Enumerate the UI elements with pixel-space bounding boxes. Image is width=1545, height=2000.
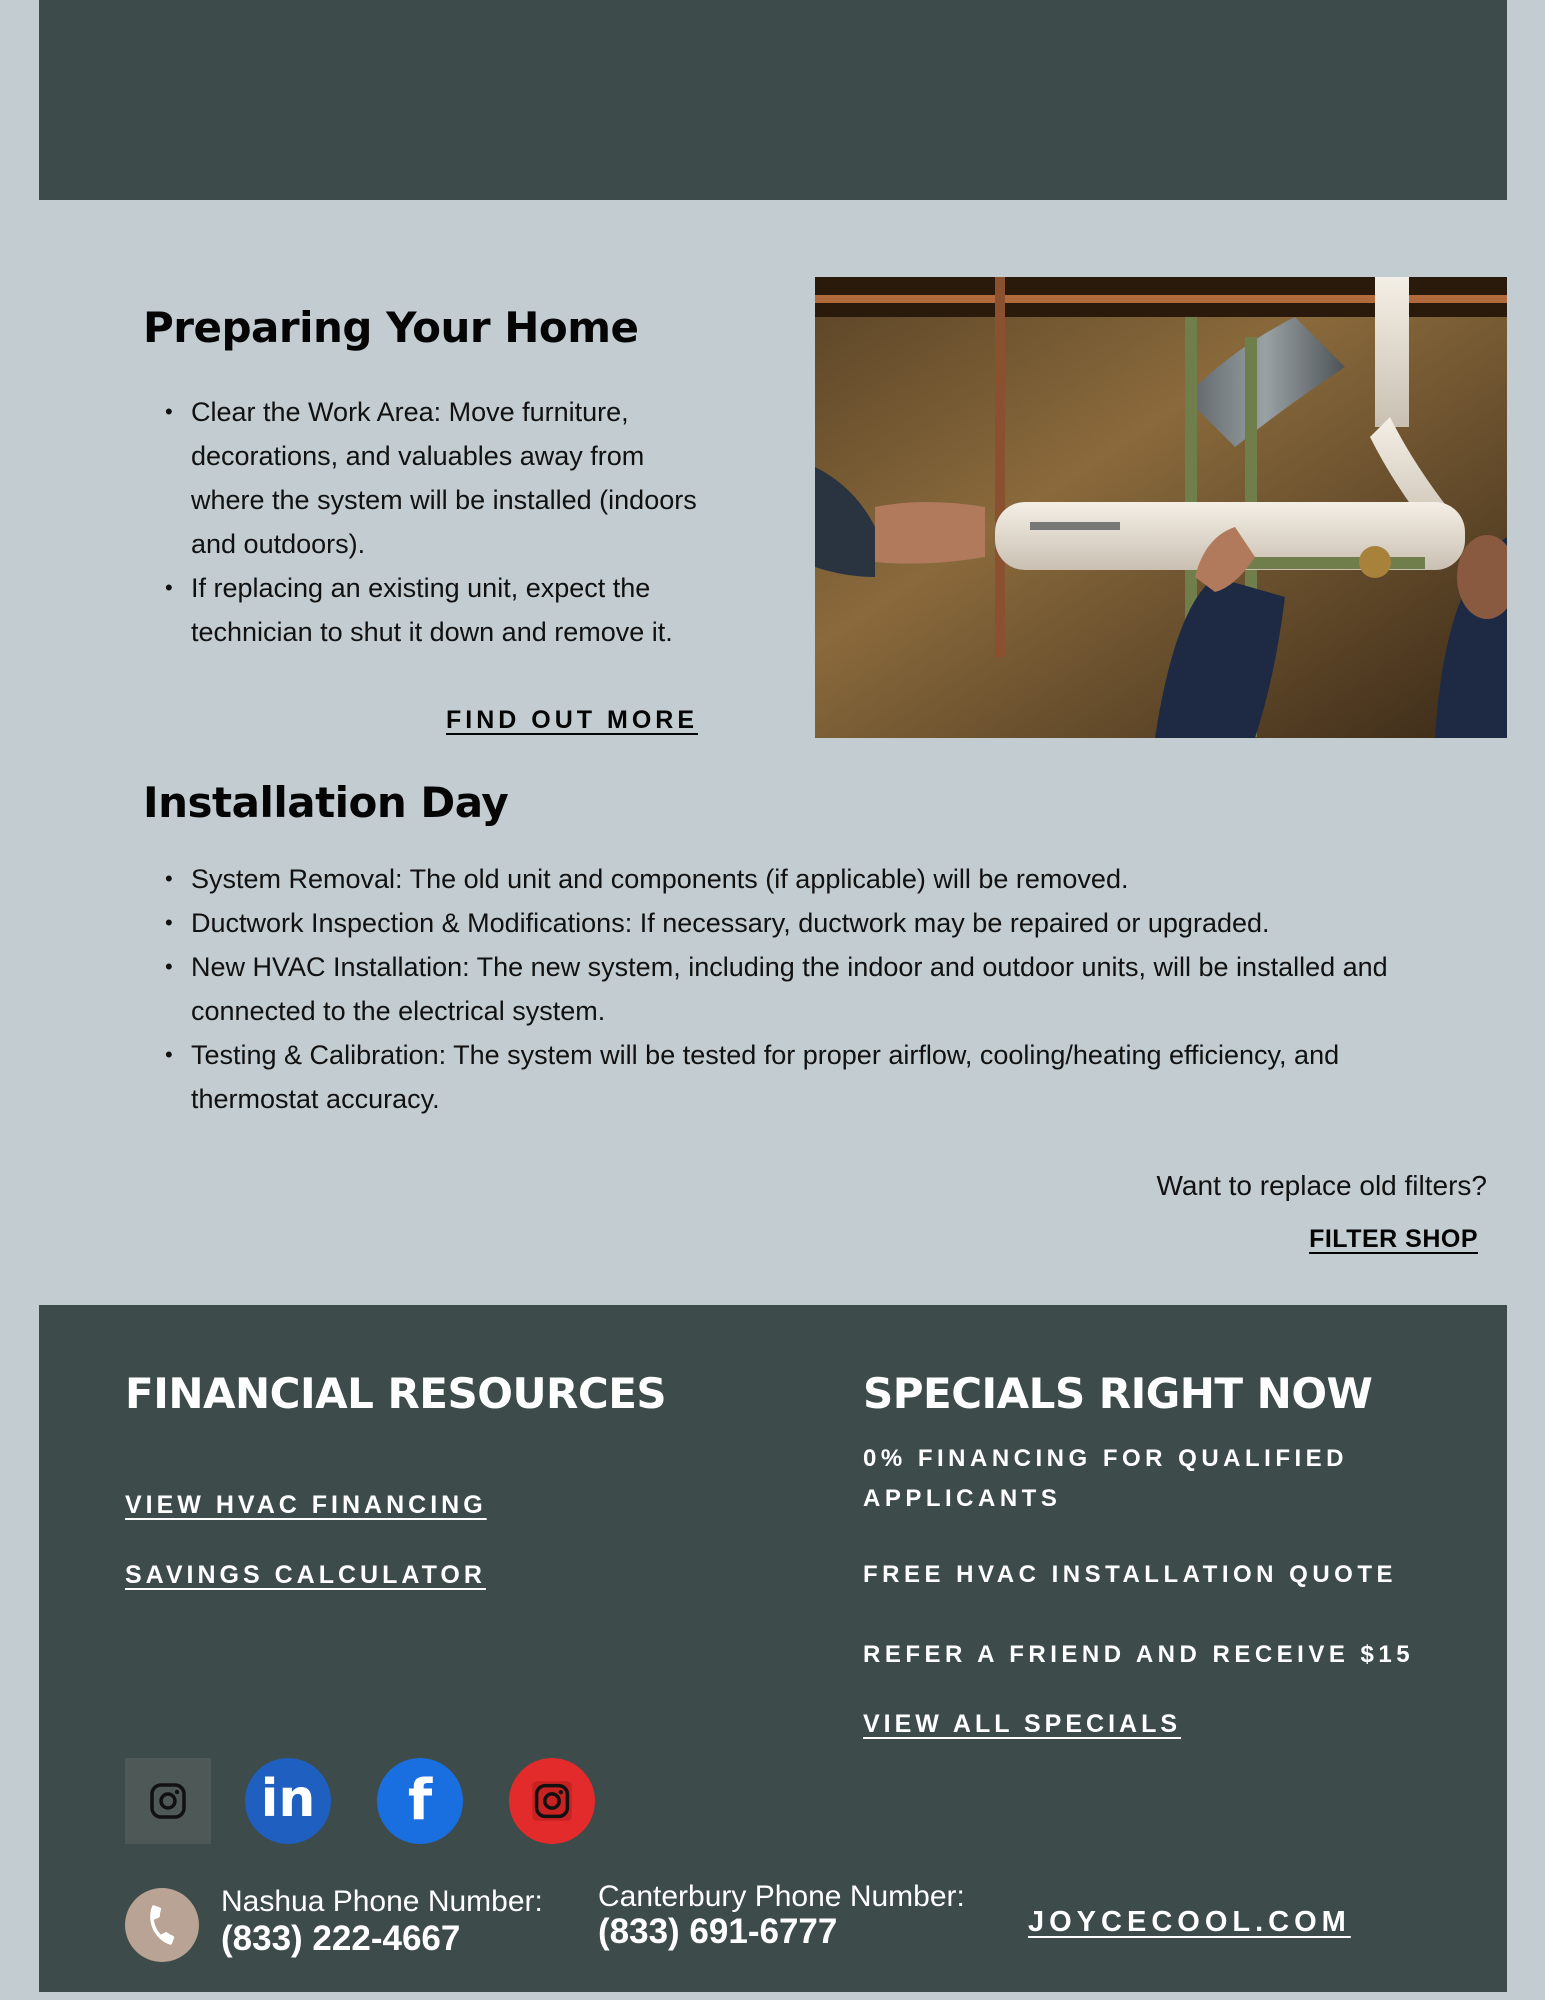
preparing-title: Preparing Your Home [143, 303, 639, 352]
savings-calculator-link[interactable]: SAVINGS CALCULATOR [125, 1561, 486, 1589]
instagram-icon[interactable] [125, 1758, 211, 1844]
instagram-icon[interactable] [509, 1758, 595, 1844]
list-item: • Clear the Work Area: Move furniture, decorations, and valuables away from where the system will be installed (indoors and outdoors). [143, 390, 723, 566]
special-financing: 0% FINANCING FOR QUALIFIED APPLICANTS [863, 1445, 1349, 1512]
hvac-installation-photo [815, 277, 1507, 738]
instagram-glyph [148, 1781, 188, 1821]
website-link[interactable]: JOYCECOOL.COM [1028, 1906, 1351, 1938]
list-item: • System Removal: The old unit and components (if applicable) will be removed. [143, 857, 1463, 901]
installation-list [143, 857, 1463, 1121]
linkedin-icon[interactable] [245, 1758, 331, 1844]
instagram-glyph [530, 1779, 574, 1823]
facebook-label: f [407, 1767, 433, 1833]
find-out-more-link[interactable]: FIND OUT MORE [446, 706, 698, 734]
canterbury-phone-number[interactable]: (833) 691-6777 [598, 1912, 838, 1951]
financial-resources-title: FINANCIAL RESOURCES [125, 1369, 667, 1418]
list-item: • Ductwork Inspection & Modifications: If necessary, ductwork may be repaired or upgraded. [143, 901, 1463, 945]
linkedin-label: in [260, 1769, 316, 1829]
list-item: • New HVAC Installation: The new system, including the indoor and outdoor units, will be installed and connected to the electrical system. [143, 945, 1463, 1033]
technician-photo-illustration [815, 277, 1507, 738]
preparing-list [143, 390, 723, 654]
top-banner [39, 0, 1507, 200]
phone-glyph [141, 1904, 183, 1946]
list-item: • If replacing an existing unit, expect the technician to shut it down and remove it. [143, 566, 723, 654]
canterbury-phone-label: Canterbury Phone Number: [598, 1880, 965, 1913]
installation-title: Installation Day [143, 778, 509, 827]
view-all-specials-link[interactable]: VIEW ALL SPECIALS [863, 1710, 1182, 1738]
special-refer-friend: REFER A FRIEND AND RECEIVE $15 [863, 1641, 1415, 1668]
facebook-icon[interactable] [377, 1758, 463, 1844]
special-free-quote: FREE HVAC INSTALLATION QUOTE [863, 1561, 1397, 1588]
specials-title: SPECIALS RIGHT NOW [863, 1369, 1373, 1418]
filter-question: Want to replace old filters? [1156, 1170, 1487, 1201]
list-item: • Testing & Calibration: The system will be tested for proper airflow, cooling/heating efficiency, and thermostat accuracy. [143, 1033, 1463, 1121]
filter-shop-link[interactable]: FILTER SHOP [1309, 1225, 1478, 1253]
view-hvac-financing-link[interactable]: VIEW HVAC FINANCING [125, 1491, 487, 1519]
phone-icon [125, 1888, 199, 1962]
footer [39, 1305, 1507, 1992]
nashua-phone-label: Nashua Phone Number: [221, 1885, 543, 1918]
nashua-phone-number[interactable]: (833) 222-4667 [221, 1919, 461, 1958]
